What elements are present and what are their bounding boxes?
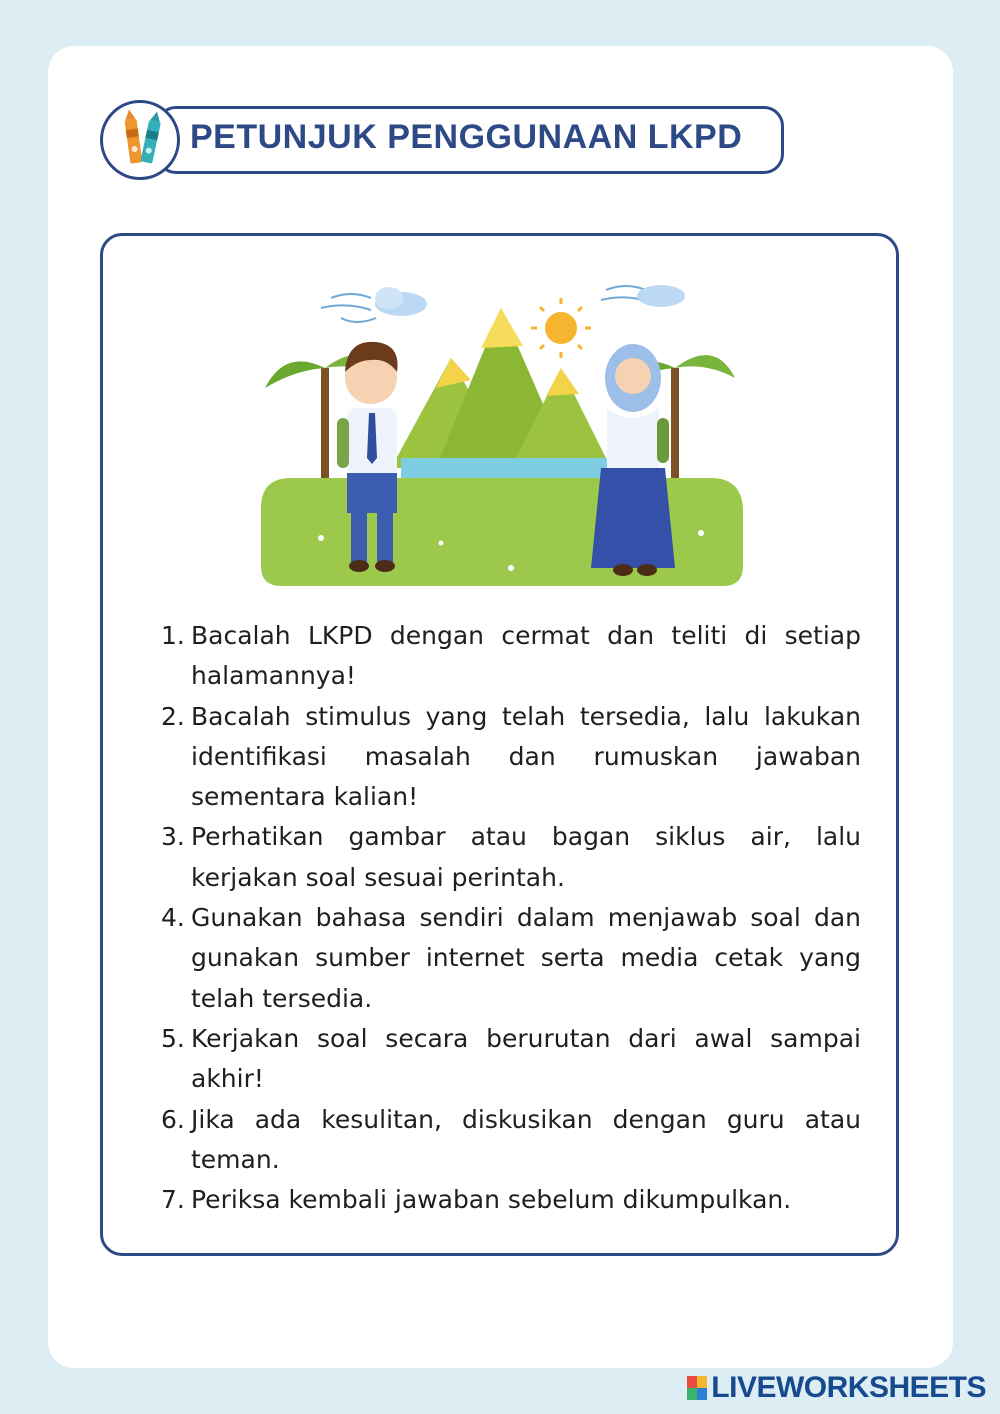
students-landscape-illustration [261, 268, 743, 586]
list-item: 2. Bacalah stimulus yang telah tersedia, lalu lakukan identifikasi masalah dan rumuskan jawaban sementara kalian! [161, 701, 861, 812]
instruction-list [161, 616, 861, 1220]
list-item: 5. Kerjakan soal secara berurutan dari awal sampai akhir! [161, 1023, 861, 1094]
list-item: 1. Bacalah LKPD dengan cermat dan teliti di setiap halamannya! [161, 621, 861, 691]
list-item: 3. Perhatikan gambar atau bagan siklus air, lalu kerjakan soal sesuai perintah. [161, 822, 861, 892]
liveworksheets-brand: LIVEWORKSHEETS [711, 1371, 986, 1404]
instructions-panel [100, 233, 899, 1256]
crayons-icon [100, 100, 180, 180]
page-header [100, 100, 790, 182]
page-title: PETUNJUK PENGGUNAAN LKPD [190, 118, 743, 156]
list-item: 7. Periksa kembali jawaban sebelum dikumpulkan. [161, 1185, 792, 1215]
list-item: 6. Jika ada kesulitan, diskusikan dengan guru atau teman. [161, 1104, 861, 1174]
list-item: 4. Gunakan bahasa sendiri dalam menjawab soal dan gunakan sumber internet serta media cetak yang telah tersedia. [161, 903, 861, 1013]
liveworksheets-logo[interactable] [687, 1368, 986, 1408]
liveworksheets-logo-icon [687, 1376, 707, 1400]
